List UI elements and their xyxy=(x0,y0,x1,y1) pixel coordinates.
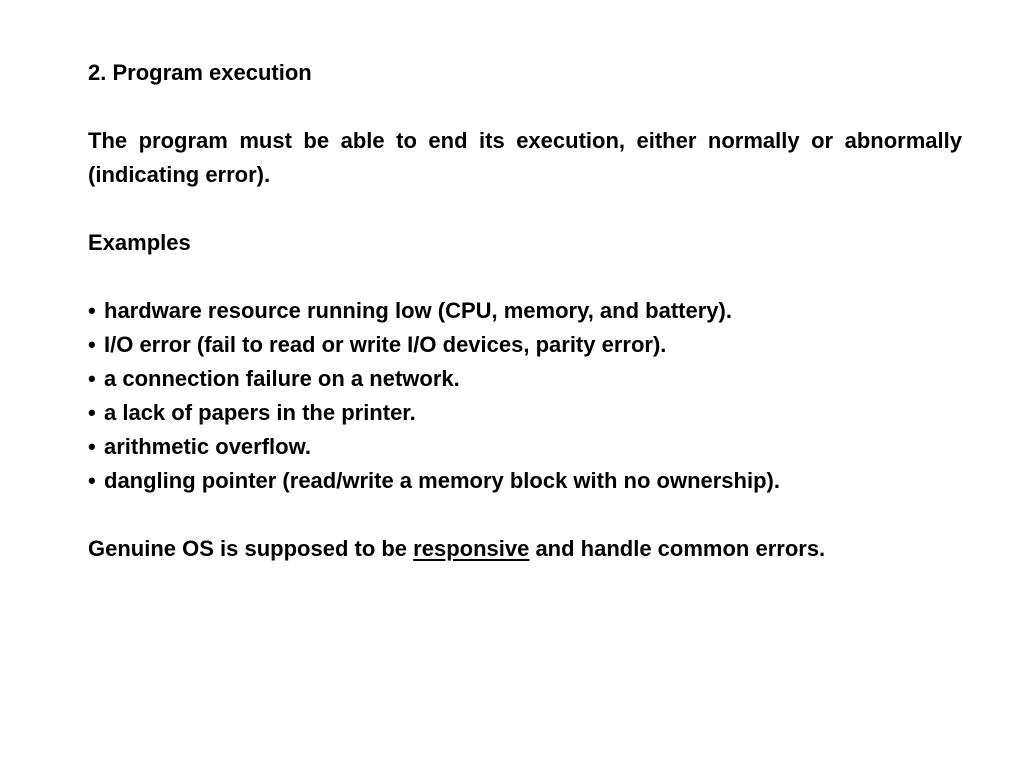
section-heading: 2. Program execution xyxy=(88,60,312,85)
bullet-icon: • xyxy=(88,298,96,323)
list-item-text: arithmetic overflow. xyxy=(104,434,312,459)
closing-text-start: Genuine OS is supposed to be xyxy=(88,536,414,561)
bullet-icon: • xyxy=(88,366,96,391)
list-item xyxy=(88,362,962,396)
list-item xyxy=(88,328,962,362)
list-item-text: dangling pointer (read/write a memory block with no ownership). xyxy=(104,468,780,493)
list-item-text: I/O error (fail to read or write I/O devices, parity error). xyxy=(104,332,667,357)
examples-heading: Examples xyxy=(88,230,191,255)
bullet-icon: • xyxy=(88,434,96,459)
list-item xyxy=(88,396,962,430)
list-item xyxy=(88,294,962,328)
closing-text-end: and handle common errors. xyxy=(529,536,826,561)
emphasis-responsive: responsive xyxy=(413,536,530,561)
bullet-icon: • xyxy=(88,400,96,425)
examples-list xyxy=(88,294,962,498)
list-item-text: hardware resource running low (CPU, memory, and battery). xyxy=(104,298,732,323)
list-item xyxy=(88,464,962,498)
intro-paragraph: The program must be able to end its execution, either normally or abnormally (indicating error). xyxy=(88,128,962,187)
list-item-text: a connection failure on a network. xyxy=(104,366,460,391)
bullet-icon: • xyxy=(88,332,96,357)
bullet-icon: • xyxy=(88,468,96,493)
slide-content xyxy=(88,56,962,566)
list-item xyxy=(88,430,962,464)
list-item-text: a lack of papers in the printer. xyxy=(104,400,416,425)
closing-statement xyxy=(88,532,962,566)
